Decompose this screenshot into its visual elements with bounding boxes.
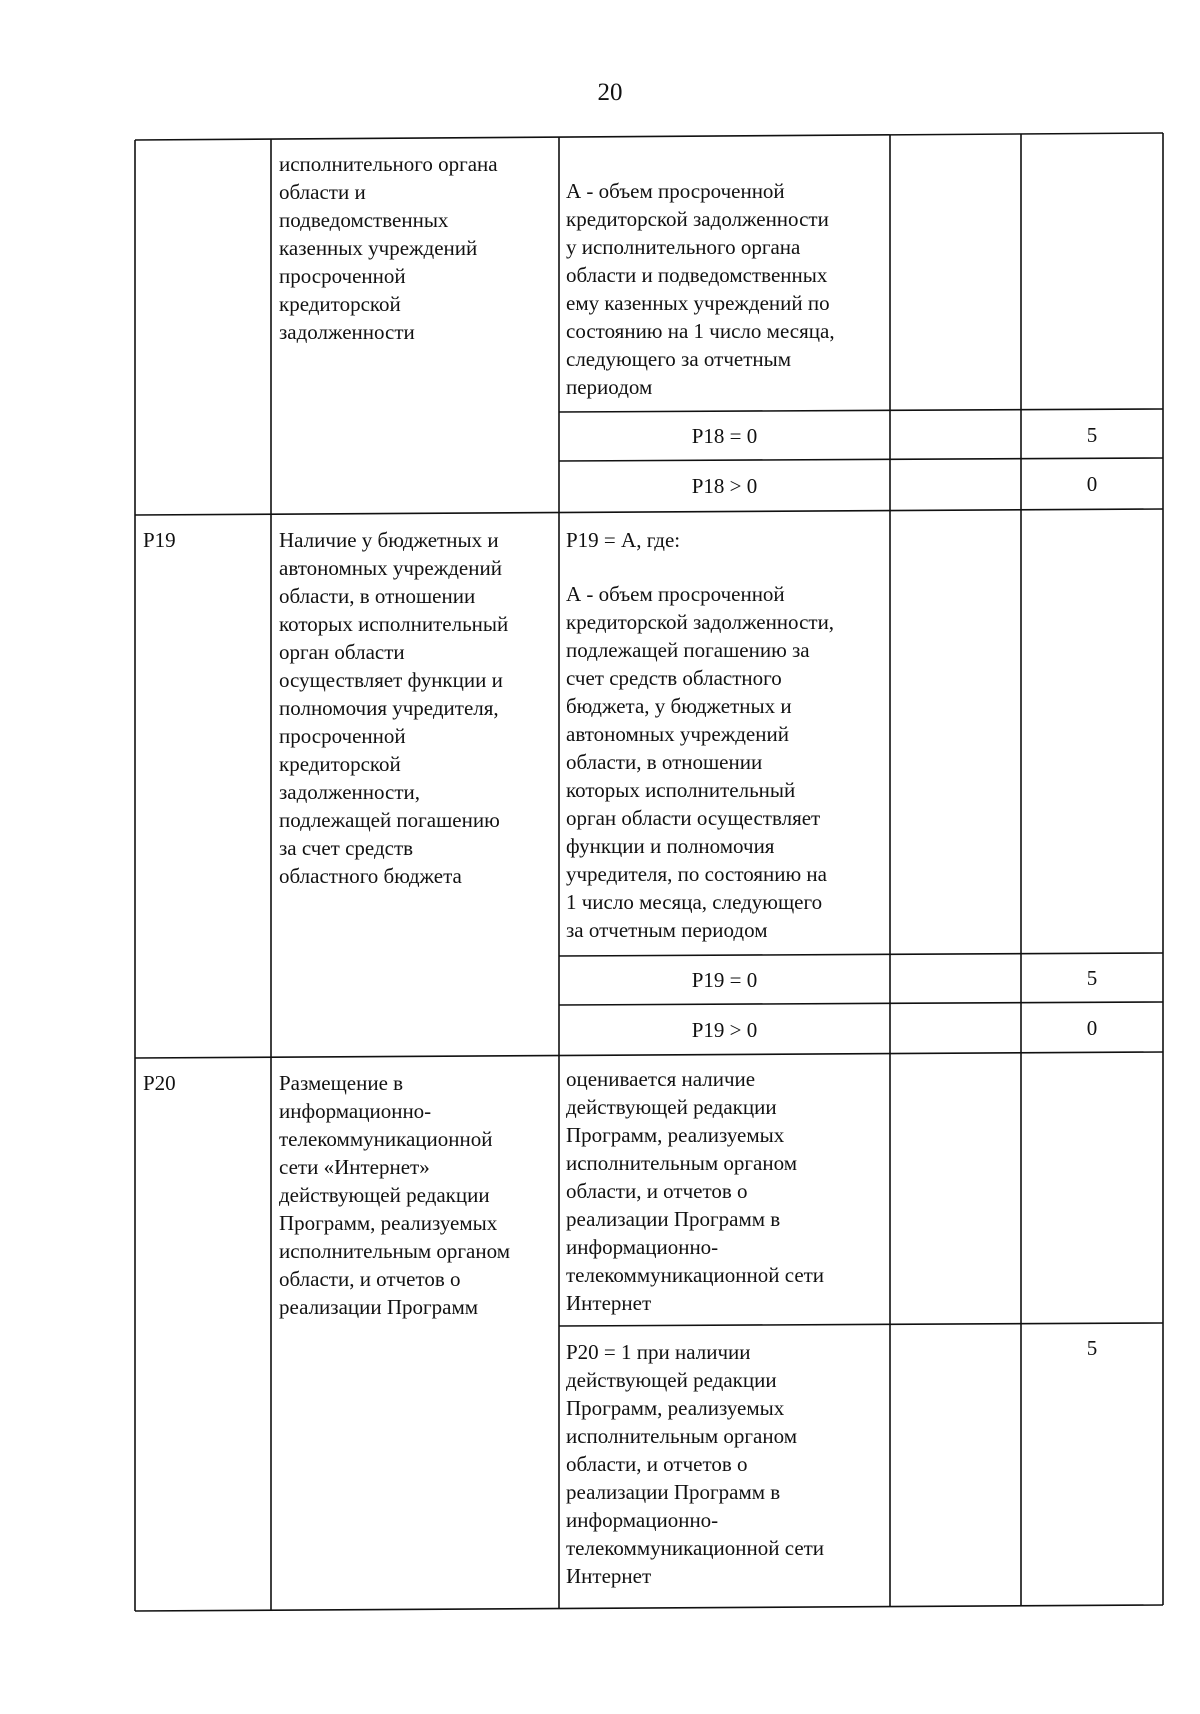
- p20-name-cell: Размещение в информационно- телекоммуникационной сети «Интернет» действующей редакции Программ, реализуемых исполнительным органом области, и отчетов о реализации Программ: [279, 1071, 510, 1319]
- p18-condition-1: Р18 = 0: [691, 424, 758, 448]
- p18-score-1: 5: [1086, 423, 1098, 447]
- p20-formula-cell: оценивается наличие действующей редакции Программ, реализуемых исполнительным органом области, и отчетов о реализации Программ в информационно- телекоммуникационной сети Интернет: [566, 1067, 825, 1315]
- row-separator-p19: [135, 509, 1163, 515]
- p18-score-2: 0: [1086, 472, 1098, 496]
- p20-code-cell: Р20: [143, 1071, 176, 1095]
- subrow-separator: [559, 458, 1163, 461]
- p18-name-cell: исполнительного органа области и подведомственных казенных учреждений просроченной кредиторской задолженности: [279, 152, 498, 344]
- p19-score-1: 5: [1086, 966, 1098, 990]
- row-separator-p20: [135, 1052, 1163, 1058]
- subrow-separator: [559, 1002, 1163, 1005]
- subrow-separator: [559, 953, 1163, 956]
- p19-condition-2: Р19 > 0: [691, 1018, 758, 1042]
- p19-formula-lead: Р19 = А, где:: [566, 528, 681, 552]
- p20-score-1: 5: [1086, 1336, 1098, 1360]
- page-number: 20: [597, 79, 623, 106]
- p19-code-cell: Р19: [143, 528, 176, 552]
- p19-score-2: 0: [1086, 1016, 1098, 1040]
- subrow-separator: [559, 409, 1163, 412]
- table-border-bottom: [135, 1605, 1163, 1611]
- p19-condition-1: Р19 = 0: [691, 968, 758, 992]
- p19-name-cell: Наличие у бюджетных и автономных учреждений области, в отношении которых исполнительный орган области осуществляет функции и полномочия учредителя, просроченной кредиторской задолженности, подлежащей погашению за счет средств областного бюджета: [279, 528, 509, 888]
- table-border-top: [135, 133, 1163, 140]
- p18-formula-cell: А - объем просроченной кредиторской задолженности у исполнительного органа области и подведомственных ему казенных учреждений по состоянию на 1 число месяца, следующего за отчетным периодом: [566, 179, 835, 399]
- p20-condition-1: Р20 = 1 при наличии действующей редакции Программ, реализуемых исполнительным органом области, и отчетов о реализации Программ в информационно- телекоммуникационной сети Интернет: [566, 1340, 825, 1588]
- p18-condition-2: Р18 > 0: [691, 474, 758, 498]
- p19-formula-cell: А - объем просроченной кредиторской задолженности, подлежащей погашению за счет средств областного бюджета, у бюджетных и автономных учреждений области, в отношении которых исполнительный орган области осуществляет функции и полномочия учредителя, по состоянию на 1 число месяца, следующего за отчетным периодом: [566, 582, 835, 942]
- subrow-separator: [559, 1323, 1163, 1326]
